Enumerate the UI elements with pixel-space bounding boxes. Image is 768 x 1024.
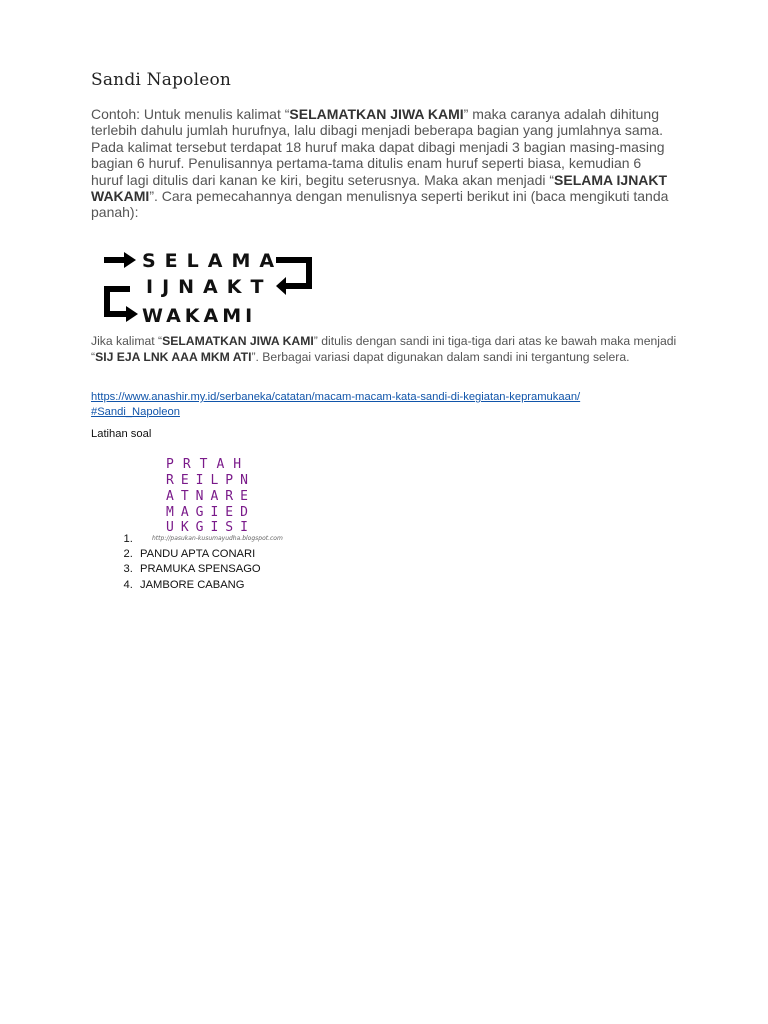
expl-bold-result: SIJ EJA LNK AAA MKM ATI <box>95 349 252 364</box>
bracket-left-icon <box>104 286 138 322</box>
puzzle-watermark: http://pasukan-kusumayudha.blogspot.com <box>152 535 283 542</box>
list-item: 3. PRAMUKA SPENSAGO <box>136 562 261 577</box>
puzzle-row-2: REILPN <box>166 473 255 488</box>
cipher-row-3: WAKAMI <box>142 305 257 327</box>
expl-text-1: Jika kalimat “ <box>91 334 163 348</box>
intro-bold-sentence: SELAMATKAN JIWA KAMI <box>289 106 464 122</box>
intro-text-2: ” maka caranya adalah dihitung terlebih dahulu jumlah hurufnya, lalu dibagi menjadi beberapa bagian yang jumlahnya sama. Pada kalimat tersebut terdapat 18 huruf maka dapat dibagi menjadi 3 bagian masing-masing bagian 6 huruf. Penulisannya pertama-tama ditulis enam huruf seperti biasa, kemudian 6 huruf lagi ditulis dari kanan ke kiri, begitu seterusnya. Maka akan menjadi “ <box>91 106 665 188</box>
napoleon-cipher-diagram <box>100 246 330 328</box>
list-item: 4. JAMBORE CABANG <box>136 578 261 593</box>
page-title: Sandi Napoleon <box>91 70 232 90</box>
source-link-anchor[interactable]: #Sandi_Napoleon <box>91 405 180 418</box>
source-link[interactable] <box>91 390 691 420</box>
expl-text-2: ” ditulis dengan sandi ini tiga-tiga dari atas ke bawah maka menjadi “ <box>91 334 677 364</box>
intro-text-1: Contoh: Untuk menulis kalimat “ <box>91 106 290 122</box>
intro-text-3: ”. Cara pemecahannya dengan menulisnya seperti berikut ini (baca mengikuti tanda panah): <box>91 188 669 221</box>
source-link-url[interactable]: https://www.anashir.my.id/serbaneka/catatan/macam-macam-kata-sandi-di-kegiatan-kepramukaan/ <box>91 391 581 403</box>
intro-bold-result: SELAMA IJNAKT WAKAMI <box>91 171 668 205</box>
exercise-list <box>96 532 261 593</box>
puzzle-row-3: ATNARE <box>166 489 255 504</box>
arrow-right-icon <box>104 252 136 268</box>
expl-bold-sentence: SELAMATKAN JIWA KAMI <box>162 334 314 348</box>
expl-text-3: ”. Berbagai variasi dapat digunakan dalam sandi ini tergantung selera. <box>251 349 630 364</box>
puzzle-row-4: MAGIED <box>166 505 255 520</box>
puzzle-row-1: PRTAH <box>166 457 251 472</box>
explanation-paragraph <box>91 334 681 365</box>
cipher-row-1: SELAMA <box>142 250 284 272</box>
exercise-puzzle-image <box>150 455 300 543</box>
list-item <box>136 532 261 547</box>
exercise-heading: Latihan soal <box>91 428 152 440</box>
puzzle-row-5: UKGISI <box>166 520 255 535</box>
intro-paragraph <box>91 106 671 221</box>
cipher-row-2: IJNAKT <box>146 276 273 298</box>
list-item: 2. PANDU APTA CONARI <box>136 547 261 562</box>
